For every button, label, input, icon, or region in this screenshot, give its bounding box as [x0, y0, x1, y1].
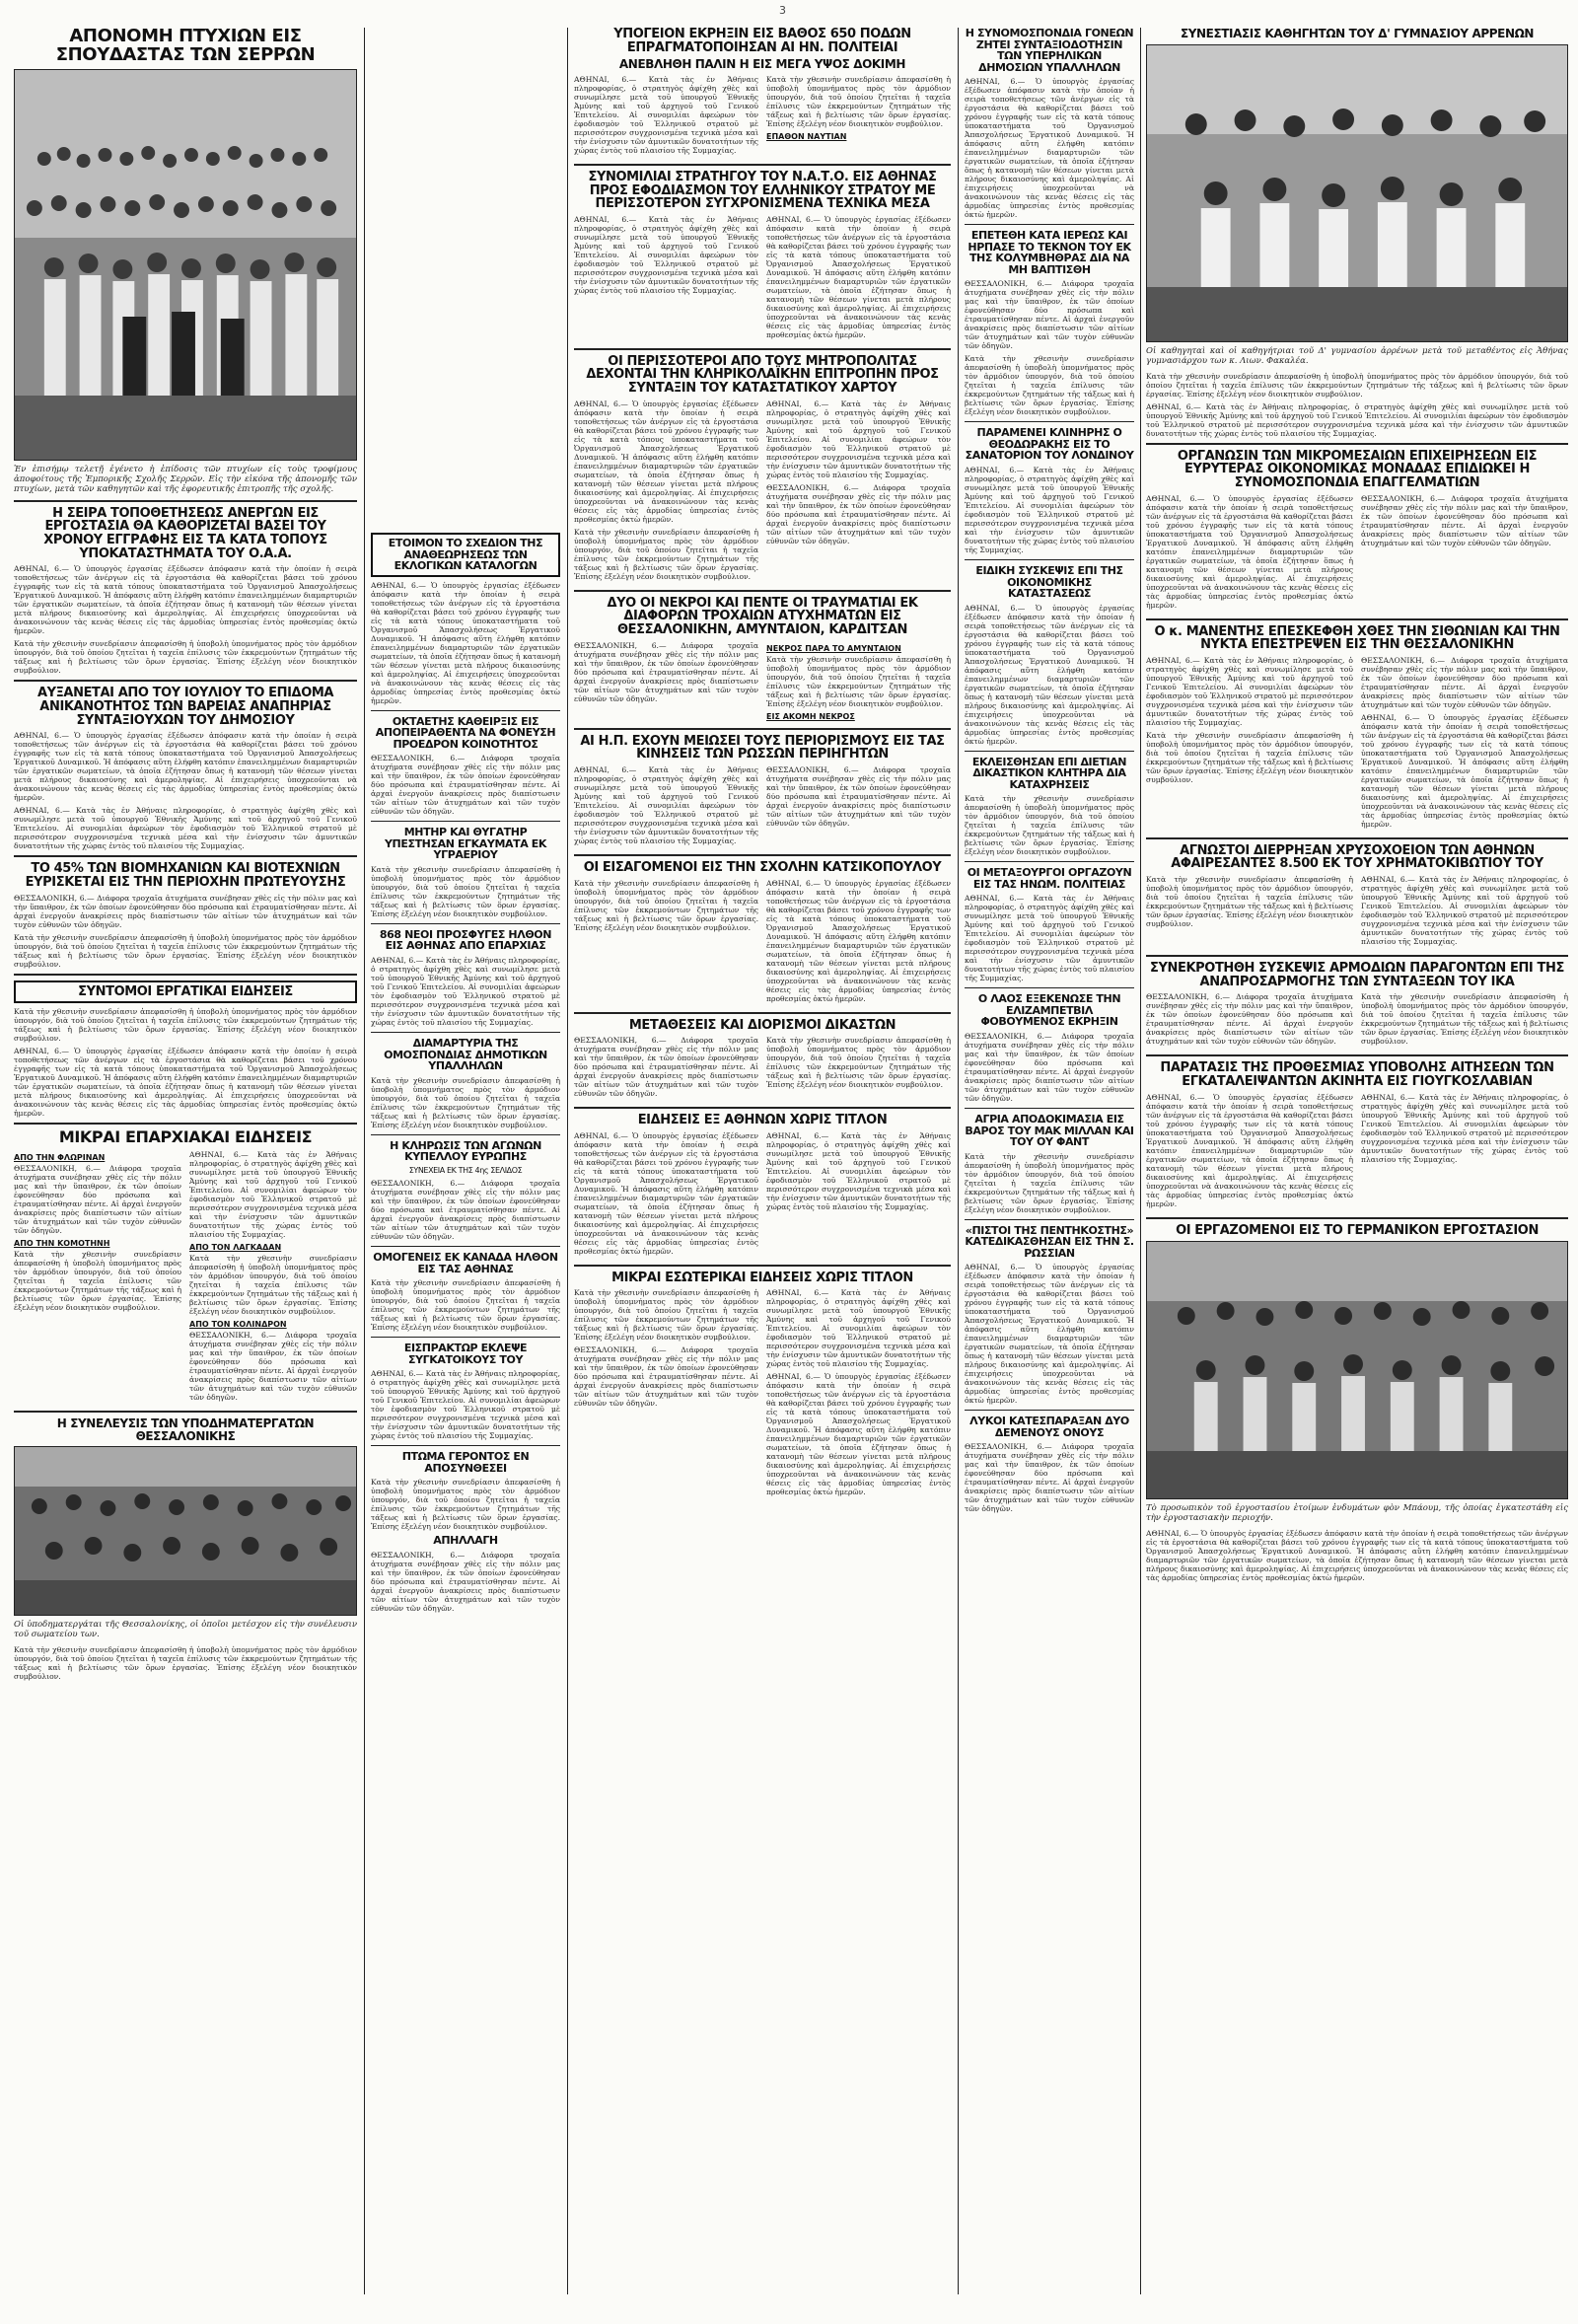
- headline-traffic-accidents: ΔΥΟ ΟΙ ΝΕΚΡΟΙ ΚΑΙ ΠΕΝΤΕ ΟΙ ΤΡΑΥΜΑΤΙΑΙ ΕΚ ΔΙΑΦΟΡΩΝ ΤΡΟΧΑΙΩΝ ΑΤΥΧΗΜΑΤΩΝ ΕΙΣ ΘΕΣΣΑΛΟΝΙΚΗΝ, ΑΜΥΝΤΑΙΟΝ, ΚΑΡΔΙΤΣΑΝ: [607, 595, 918, 637]
- divider: [14, 500, 357, 502]
- article-text: ΑΘΗΝΑΙ, 6.— Ὁ ὑπουργὸς ἐργασίας ἐξέδωσεν ἀπόφασιν κατὰ τὴν ὁποίαν ἡ σειρὰ τοποθετήσεως τῶν ἀνέργων εἰς τὰ ἐργοστάσια θὰ καθορίζεται βάσει τοῦ χρόνου ἐγγραφῆς των εἰς τὰ κατὰ τόπους ὑποκαταστήματα τοῦ Ὀργανισμοῦ Ἀπασχολήσεως Ἐργατικοῦ Δυναμικοῦ. Ἡ ἀπόφασις αὕτη ἐλήφθη κατόπιν ἐπανειλημμένων διαμαρτυριῶν τῶν ἐργατικῶν σωματείων, τὰ ὁποῖα ἐζήτησαν ὅπως ἡ κατανομὴ τῶν θέσεων γίνεται μετὰ πλήρους δικαιοσύνης καὶ ἀμεροληψίας. Αἱ ἐπιχειρήσεις ὑποχρεοῦνται νὰ ἀνακοινώνουν τὰς κενὰς θέσεις εἰς τὰς ἁρμοδίας ὑπηρεσίας ἐντὸς προθεσμίας ὀκτὼ ἡμερῶν.: [766, 878, 951, 1003]
- article-text: ΑΘΗΝΑΙ, 6.— Κατὰ τὰς ἐν Ἀθήναις πληροφορίας, ὁ στρατηγὸς ἀφίχθη χθὲς καὶ συνωμίλησε μετὰ τοῦ ὑπουργοῦ Ἐθνικῆς Ἀμύνης καὶ τοῦ ἀρχηγοῦ τοῦ Γενικοῦ Ἐπιτελείου. Αἱ συνομιλίαι ἀφεώρων τὸν ἐφοδιασμὸν τοῦ Ἑλληνικοῦ στρατοῦ μὲ περισσότερον συγχρονισμένα τεχνικὰ μέσα καὶ τὴν ἐνίσχυσιν τῶν ἀμυντικῶν δυνατοτήτων τῆς χώρας ἐντὸς τοῦ πλαισίου τῆς Συμμαχίας.: [1146, 401, 1568, 438]
- divider: [574, 348, 951, 350]
- subheadline-test-postponed: ΑΝΕΒΛΗΘΗ ΠΑΛΙΝ Η ΕΙΣ ΜΕΓΑ ΥΨΟΣ ΔΟΚΙΜΗ: [618, 57, 906, 72]
- article-text: ΑΘΗΝΑΙ, 6.— Κατὰ τὰς ἐν Ἀθήναις πληροφορίας, ὁ στρατηγὸς ἀφίχθη χθὲς καὶ συνωμίλησε μετὰ τοῦ ὑπουργοῦ Ἐθνικῆς Ἀμύνης καὶ τοῦ ἀρχηγοῦ τοῦ Γενικοῦ Ἐπιτελείου. Αἱ συνομιλίαι ἀφεώρων τὸν ἐφοδιασμὸν τοῦ Ἑλληνικοῦ στρατοῦ μὲ περισσότερον συγχρονισμένα τεχνικὰ μέσα καὶ τὴν ἐνίσχυσιν τῶν ἀμυντικῶν δυνατοτήτων τῆς χώρας ἐντὸς τοῦ πλαισίου τῆς Συμμαχίας.: [14, 806, 357, 851]
- headline-electoral-lists: ΕΤΟΙΜΟΝ ΤΟ ΣΧΕΔΙΟΝ ΤΗΣ ΑΝΑΘΕΩΡΗΣΕΩΣ ΤΩΝ ΕΚΛΟΓΙΚΩΝ ΚΑΤΑΛΟΓΩΝ: [371, 533, 560, 577]
- article-text: Κατὰ τὴν χθεσινὴν συνεδρίασιν ἀπεφασίσθη ἡ ὑποβολὴ ὑπομνήματος πρὸς τὸν ἁρμόδιον ὑπουργόν, διὰ τοῦ ὁποίου ζητεῖται ἡ ταχεῖα ἐπίλυσις τῶν ἐκκρεμούντων ζητημάτων τῆς τάξεως καὶ ἡ βελτίωσις τῶν ὅρων ἐργασίας. Ἐπίσης ἐξελέγη νέον διοικητικὸν συμβούλιον.: [574, 878, 758, 932]
- teachers-photo-image: [1147, 45, 1567, 341]
- headline-priest-attack: ΕΠΕΤΕΘΗ ΚΑΤΑ ΙΕΡΕΩΣ ΚΑΙ ΗΡΠΑΣΕ ΤΟ ΤΕΚΝΟΝ ΤΟΥ ΕΚ ΤΗΣ ΚΟΛΥΜΒΗΘΡΑΣ ΔΙΑ ΝΑ ΜΗ ΒΑΠΤΙΣΘΗ: [968, 229, 1131, 276]
- photo-graduates: [14, 69, 357, 461]
- headline-provincial-news: ΜΙΚΡΑΙ ΕΠΑΡΧΙΑΚΑΙ ΕΙΔΗΣΕΙΣ: [58, 1127, 313, 1147]
- article-text: Κατὰ τὴν χθεσινὴν συνεδρίασιν ἀπεφασίσθη ἡ ὑποβολὴ ὑπομνήματος πρὸς τὸν ἁρμόδιον ὑπουργόν, διὰ τοῦ ὁποίου ζητεῖται ἡ ταχεῖα ἐπίλυσις τῶν ἐκκρεμούντων ζητημάτων τῆς τάξεως καὶ ἡ βελτίωσις τῶν ὅρων ἐργασίας. Ἐπίσης ἐξελέγη νέον διοικητικὸν συμβούλιον.: [965, 1151, 1134, 1214]
- article-text: Κατὰ τὴν χθεσινὴν συνεδρίασιν ἀπεφασίσθη ἡ ὑποβολὴ ὑπομνήματος πρὸς τὸν ἁρμόδιον ὑπουργόν, διὰ τοῦ ὁποίου ζητεῖται ἡ ταχεῖα ἐπίλυσις τῶν ἐκκρεμούντων ζητημάτων τῆς τάξεως καὶ ἡ βελτίωσις τῶν ὅρων ἐργασίας. Ἐπίσης ἐξελέγη νέον διοικητικὸν συμβούλιον.: [14, 1007, 357, 1044]
- two-column-text: [1146, 494, 1568, 614]
- headline-eight-year-sentence: ΟΚΤΑΕΤΗΣ ΚΑΘΕΙΡΞΙΣ ΕΙΣ ΑΠΟΠΕΙΡΑΘΕΝΤΑ ΝΑ ΦΟΝΕΥΣΗ ΠΡΟΕΔΡΟΝ ΚΟΙΝΟΤΗΤΟΣ: [375, 714, 556, 751]
- divider: [1146, 618, 1568, 620]
- headline-collector-theft: ΕΙΣΠΡΑΚΤΩΡ ΕΚΛΕΨΕ ΣΥΓΚΑΤΟΙΚΟΥΣ ΤΟΥ: [403, 1342, 528, 1366]
- divider: [574, 1265, 951, 1267]
- headline-unemployed-placement: Η ΣΕΙΡΑ ΤΟΠΟΘΕΤΗΣΕΩΣ ΑΝΕΡΓΩΝ ΕΙΣ ΕΡΓΟΣΤΑΣΙΑ ΘΑ ΚΑΘΟΡΙΖΕΤΑΙ ΒΑΣΕΙ ΤΟΥ ΧΡΟΝΟΥ ΕΓΓΡΑΦΗΣ ΕΙΣ ΤΑ ΚΑΤΑ ΤΟΠΟΥΣ ΥΠΟΚΑΤΑΣΤΗΜΑΤΑ ΤΟΥ Ο.Α.Α.: [43, 505, 327, 561]
- divider: [574, 590, 951, 592]
- headline-jewelry-burglary: ΑΓΝΩΣΤΟΙ ΔΙΕΡΡΗΞΑΝ ΧΡΥΣΟΧΟΕΙΟΝ ΤΩΝ ΑΘΗΝΩΝ ΑΦΑΙΡΕΣΑΝΤΕΣ 8.500 ΕΚ ΤΟΥ ΧΡΗΜΑΤΟΚΙΒΩΤΙΟΥ ΤΟΥ: [1171, 842, 1543, 872]
- article-text: Κατὰ τὴν χθεσινὴν συνεδρίασιν ἀπεφασίσθη ἡ ὑποβολὴ ὑπομνήματος πρὸς τὸν ἁρμόδιον ὑπουργόν, διὰ τοῦ ὁποίου ζητεῖται ἡ ταχεῖα ἐπίλυσις τῶν ἐκκρεμούντων ζητημάτων τῆς τάξεως καὶ ἡ βελτίωσις τῶν ὅρων ἐργασίας. Ἐπίσης ἐξελέγη νέον διοικητικὸν συμβούλιον.: [371, 1478, 560, 1532]
- two-column-text: [574, 879, 951, 1007]
- article-text: ΑΘΗΝΑΙ, 6.— Ὁ ὑπουργὸς ἐργασίας ἐξέδωσεν ἀπόφασιν κατὰ τὴν ὁποίαν ἡ σειρὰ τοποθετήσεως τῶν ἀνέργων εἰς τὰ ἐργοστάσια θὰ καθορίζεται βάσει τοῦ χρόνου ἐγγραφῆς των εἰς τὰ κατὰ τόπους ὑποκαταστήματα τοῦ Ὀργανισμοῦ Ἀπασχολήσεως Ἐργατικοῦ Δυναμικοῦ. Ἡ ἀπόφασις αὕτη ἐλήφθη κατόπιν ἐπανειλημμένων διαμαρτυριῶν τῶν ἐργατικῶν σωματείων, τὰ ὁποῖα ἐζήτησαν ὅπως ἡ κατανομὴ τῶν θέσεων γίνεται μετὰ πλήρους δικαιοσύνης καὶ ἀμεροληψίας. Αἱ ἐπιχειρήσεις ὑποχρεοῦνται νὰ ἀνακοινώνουν τὰς κενὰς θέσεις εἰς τὰς ἁρμοδίας ὑπηρεσίας ἐντὸς προθεσμίας ὀκτὼ ἡμερῶν.: [14, 564, 357, 636]
- article-text: ΘΕΣΣΑΛΟΝΙΚΗ, 6.— Διάφορα τροχαῖα ἀτυχήματα συνέβησαν χθὲς εἰς τὴν πόλιν μας καὶ τὴν ὕπαιθρον, ἐκ τῶν ὁποίων ἐφονεύθησαν δύο πρόσωπα καὶ ἐτραυματίσθησαν πέντε. Αἱ ἀρχαὶ ἐνεργοῦν ἀνακρίσεις πρὸς διαπίστωσιν τῶν αἰτίων τῶν ἀτυχημάτων καὶ τῶν τυχὸν εὐθυνῶν τῶν ὁδηγῶν.: [965, 1032, 1134, 1104]
- continued-note: ΣΥΝΕΧΕΙΑ ΕΚ ΤΗΣ 4ης ΣΕΛΙΔΟΣ: [408, 1165, 523, 1175]
- column-5: [1146, 28, 1568, 2294]
- column-rule: [364, 28, 365, 2294]
- subhead-nausea: ΕΠΑΘΟΝ ΝΑΥΤΙΑΝ: [766, 131, 847, 141]
- headline-small-business: ΟΡΓΑΝΩΣΙΝ ΤΩΝ ΜΙΚΡΟΜΕΣΑΙΩΝ ΕΠΙΧΕΙΡΗΣΕΩΝ ΕΙΣ ΕΥΡΥΤΕΡΑΣ ΟΙΚΟΝΟΜΙΚΑΣ ΜΟΝΑΔΑΣ ΕΠΙΔΙΩΚΕΙ Η ΣΥΝΟΜΟΣΠΟΝΔΙΑ ΕΠΑΓΓΕΛΜΑΤΙΩΝ: [1177, 448, 1538, 490]
- article-text: ΘΕΣΣΑΛΟΝΙΚΗ, 6.— Διάφορα τροχαῖα ἀτυχήματα συνέβησαν χθὲς εἰς τὴν πόλιν μας καὶ τὴν ὕπαιθρον, ἐκ τῶν ὁποίων ἐφονεύθησαν δύο πρόσωπα καὶ ἐτραυματίσθησαν πέντε. Αἱ ἀρχαὶ ἐνεργοῦν ἀνακρίσεις πρὸς διαπίστωσιν τῶν αἰτίων τῶν ἀτυχημάτων καὶ τῶν τυχὸν εὐθυνῶν τῶν ὁδηγῶν.: [14, 893, 357, 929]
- article-text: ΘΕΣΣΑΛΟΝΙΚΗ, 6.— Διάφορα τροχαῖα ἀτυχήματα συνέβησαν χθὲς εἰς τὴν πόλιν μας καὶ τὴν ὕπαιθρον, ἐκ τῶν ὁποίων ἐφονεύθησαν δύο πρόσωπα καὶ ἐτραυματίσθησαν πέντε. Αἱ ἀρχαὶ ἐνεργοῦν ἀνακρίσεις πρὸς διαπίστωσιν τῶν αἰτίων τῶν ἀτυχημάτων καὶ τῶν τυχὸν εὐθυνῶν τῶν ὁδηγῶν.: [1361, 655, 1568, 709]
- article-text: ΑΘΗΝΑΙ, 6.— Κατὰ τὰς ἐν Ἀθήναις πληροφορίας, ὁ στρατηγὸς ἀφίχθη χθὲς καὶ συνωμίλησε μετὰ τοῦ ὑπουργοῦ Ἐθνικῆς Ἀμύνης καὶ τοῦ ἀρχηγοῦ τοῦ Γενικοῦ Ἐπιτελείου. Αἱ συνομιλίαι ἀφεώρων τὸν ἐφοδιασμὸν τοῦ Ἑλληνικοῦ στρατοῦ μὲ περισσότερον συγχρονισμένα τεχνικὰ μέσα καὶ τὴν ἐνίσχυσιν τῶν ἀμυντικῶν δυνατοτήτων τῆς χώρας ἐντὸς τοῦ πλαισίου τῆς Συμμαχίας.: [965, 894, 1134, 983]
- divider: [371, 710, 560, 711]
- page-number: 3: [779, 4, 786, 17]
- article-text: ΑΘΗΝΑΙ, 6.— Κατὰ τὰς ἐν Ἀθήναις πληροφορίας, ὁ στρατηγὸς ἀφίχθη χθὲς καὶ συνωμίλησε μετὰ τοῦ ὑπουργοῦ Ἐθνικῆς Ἀμύνης καὶ τοῦ ἀρχηγοῦ τοῦ Γενικοῦ Ἐπιτελείου. Αἱ συνομιλίαι ἀφεώρων τὸν ἐφοδιασμὸν τοῦ Ἑλληνικοῦ στρατοῦ μὲ περισσότερον συγχρονισμένα τεχνικὰ μέσα καὶ τὴν ἐνίσχυσιν τῶν ἀμυντικῶν δυνατοτήτων τῆς χώρας ἐντὸς τοῦ πλαισίου τῆς Συμμαχίας.: [965, 466, 1134, 555]
- article-text: ΑΘΗΝΑΙ, 6.— Ὁ ὑπουργὸς ἐργασίας ἐξέδωσεν ἀπόφασιν κατὰ τὴν ὁποίαν ἡ σειρὰ τοποθετήσεως τῶν ἀνέργων εἰς τὰ ἐργοστάσια θὰ καθορίζεται βάσει τοῦ χρόνου ἐγγραφῆς των εἰς τὰ κατὰ τόπους ὑποκαταστήματα τοῦ Ὀργανισμοῦ Ἀπασχολήσεως Ἐργατικοῦ Δυναμικοῦ. Ἡ ἀπόφασις αὕτη ἐλήφθη κατόπιν ἐπανειλημμένων διαμαρτυριῶν τῶν ἐργατικῶν σωματείων, τὰ ὁποῖα ἐζήτησαν ὅπως ἡ κατανομὴ τῶν θέσεων γίνεται μετὰ πλήρους δικαιοσύνης καὶ ἀμεροληψίας. Αἱ ἐπιχειρήσεις ὑποχρεοῦνται νὰ ἀνακοινώνουν τὰς κενὰς θέσεις εἰς τὰς ἁρμοδίας ὑπηρεσίας ἐντὸς προθεσμίας ὀκτὼ ἡμερῶν.: [574, 399, 758, 524]
- article-text: ΘΕΣΣΑΛΟΝΙΚΗ, 6.— Διάφορα τροχαῖα ἀτυχήματα συνέβησαν χθὲς εἰς τὴν πόλιν μας καὶ τὴν ὕπαιθρον, ἐκ τῶν ὁποίων ἐφονεύθησαν δύο πρόσωπα καὶ ἐτραυματίσθησαν πέντε. Αἱ ἀρχαὶ ἐνεργοῦν ἀνακρίσεις πρὸς διαπίστωσιν τῶν αἰτίων τῶν ἀτυχημάτων καὶ τῶν τυχὸν εὐθυνῶν τῶν ὁδηγῶν.: [189, 1330, 357, 1402]
- article-text: ΘΕΣΣΑΛΟΝΙΚΗ, 6.— Διάφορα τροχαῖα ἀτυχήματα συνέβησαν χθὲς εἰς τὴν πόλιν μας καὶ τὴν ὕπαιθρον, ἐκ τῶν ὁποίων ἐφονεύθησαν δύο πρόσωπα καὶ ἐτραυματίσθησαν πέντε. Αἱ ἀρχαὶ ἐνεργοῦν ἀνακρίσεις πρὸς διαπίστωσιν τῶν αἰτίων τῶν ἀτυχημάτων καὶ τῶν τυχὸν εὐθυνῶν τῶν ὁδηγῶν.: [574, 1345, 758, 1409]
- article-text: ΑΘΗΝΑΙ, 6.— Ὁ ὑπουργὸς ἐργασίας ἐξέδωσεν ἀπόφασιν κατὰ τὴν ὁποίαν ἡ σειρὰ τοποθετήσεως τῶν ἀνέργων εἰς τὰ ἐργοστάσια θὰ καθορίζεται βάσει τοῦ χρόνου ἐγγραφῆς των εἰς τὰ κατὰ τόπους ὑποκαταστήματα τοῦ Ὀργανισμοῦ Ἀπασχολήσεως Ἐργατικοῦ Δυναμικοῦ. Ἡ ἀπόφασις αὕτη ἐλήφθη κατόπιν ἐπανειλημμένων διαμαρτυριῶν τῶν ἐργατικῶν σωματείων, τὰ ὁποῖα ἐζήτησαν ὅπως ἡ κατανομὴ τῶν θέσεων γίνεται μετὰ πλήρους δικαιοσύνης καὶ ἀμεροληψίας. Αἱ ἐπιχειρήσεις ὑποχρεοῦνται νὰ ἀνακοινώνουν τὰς κενὰς θέσεις εἰς τὰς ἁρμοδίας ὑπηρεσίας ἐντὸς προθεσμίας ὀκτὼ ἡμερῶν.: [574, 1130, 758, 1256]
- photo-caption: Τὸ προσωπικὸν τοῦ ἐργοστασίου ἑτοίμων ἐνδυμάτων φὸν Μπάουμ, τῆς ὁποίας ἐγκατεστάθη εἰς τὴν ἐργοστασιακὴν περιοχήν.: [1146, 1503, 1568, 1524]
- headline-labor-news: ΣΥΝΤΟΜΟΙ ΕΡΓΑΤΙΚΑΙ ΕΙΔΗΣΕΙΣ: [14, 980, 357, 1004]
- headline-wolves-donkeys: ΛΥΚΟΙ ΚΑΤΕΣΠΑΡΑΞΑΝ ΔΥΟ ΔΕΜΕΝΟΥΣ ΟΝΟΥΣ: [969, 1415, 1129, 1439]
- divider: [14, 1123, 357, 1125]
- divider: [574, 854, 951, 856]
- divider: [965, 751, 1134, 752]
- article-text: ΘΕΣΣΑΛΟΝΙΚΗ, 6.— Διάφορα τροχαῖα ἀτυχήματα συνέβησαν χθὲς εἰς τὴν πόλιν μας καὶ τὴν ὕπαιθρον, ἐκ τῶν ὁποίων ἐφονεύθησαν δύο πρόσωπα καὶ ἐτραυματίσθησαν πέντε. Αἱ ἀρχαὶ ἐνεργοῦν ἀνακρίσεις πρὸς διαπίστωσιν τῶν αἰτίων τῶν ἀτυχημάτων καὶ τῶν τυχὸν εὐθυνῶν τῶν ὁδηγῶν.: [574, 640, 758, 703]
- headline-868-refugees: 868 ΝΕΟΙ ΠΡΟΣΦΥΓΕΣ ΗΛΘΟΝ ΕΙΣ ΑΘΗΝΑΣ ΑΠΟ ΕΠΑΡΧΙΑΣ: [379, 927, 552, 953]
- divider: [1146, 837, 1568, 839]
- headline-nato-general: ΣΥΝΟΜΙΛΙΑΙ ΣΤΡΑΤΗΓΟΥ ΤΟΥ Ν.Α.Τ.Ο. ΕΙΣ ΑΘΗΝΑΣ ΠΡΟΣ ΕΦΟΔΙΑΣΜΟΝ ΤΟΥ ΕΛΛΗΝΙΚΟΥ ΣΤΡΑΤΟΥ ΜΕ ΠΕΡΙΣΣΟΤΕΡΟΝ ΣΥΓΧΡΟΝΙΣΜΕΝΑ ΤΕΧΝΙΚΑ ΜΕΣΑ: [588, 169, 937, 212]
- article-text: ΑΘΗΝΑΙ, 6.— Κατὰ τὰς ἐν Ἀθήναις πληροφορίας, ὁ στρατηγὸς ἀφίχθη χθὲς καὶ συνωμίλησε μετὰ τοῦ ὑπουργοῦ Ἐθνικῆς Ἀμύνης καὶ τοῦ ἀρχηγοῦ τοῦ Γενικοῦ Ἐπιτελείου. Αἱ συνομιλίαι ἀφεώρων τὸν ἐφοδιασμὸν τοῦ Ἑλληνικοῦ στρατοῦ μὲ περισσότερον συγχρονισμένα τεχνικὰ μέσα καὶ τὴν ἐνίσχυσιν τῶν ἀμυντικῶν δυνατοτήτων τῆς χώρας ἐντὸς τοῦ πλαισίου τῆς Συμμαχίας.: [371, 1369, 560, 1441]
- article-text: ΑΘΗΝΑΙ, 6.— Κατὰ τὰς ἐν Ἀθήναις πληροφορίας, ὁ στρατηγὸς ἀφίχθη χθὲς καὶ συνωμίλησε μετὰ τοῦ ὑπουργοῦ Ἐθνικῆς Ἀμύνης καὶ τοῦ ἀρχηγοῦ τοῦ Γενικοῦ Ἐπιτελείου. Αἱ συνομιλίαι ἀφεώρων τὸν ἐφοδιασμὸν τοῦ Ἑλληνικοῦ στρατοῦ μὲ περισσότερον συγχρονισμένα τεχνικὰ μέσα καὶ τὴν ἐνίσχυσιν τῶν ἀμυντικῶν δυνατοτήτων τῆς χώρας ἐντὸς τοῦ πλαισίου τῆς Συμμαχίας.: [574, 214, 758, 295]
- article-text: Κατὰ τὴν χθεσινὴν συνεδρίασιν ἀπεφασίσθη ἡ ὑποβολὴ ὑπομνήματος πρὸς τὸν ἁρμόδιον ὑπουργόν, διὰ τοῦ ὁποίου ζητεῖται ἡ ταχεῖα ἐπίλυσις τῶν ἐκκρεμούντων ζητημάτων τῆς τάξεως καὶ ἡ βελτίωσις τῶν ὅρων ἐργασίας. Ἐπίσης ἐξελέγη νέον διοικητικὸν συμβούλιον.: [14, 932, 357, 969]
- two-column-text: [1146, 656, 1568, 833]
- two-column-text: [574, 215, 951, 343]
- headline-shoemakers-meeting: Η ΣΥΝΕΛΕΥΣΙΣ ΤΩΝ ΥΠΟΔΗΜΑΤΕΡΓΑΤΩΝ ΘΕΣΣΑΛΟΝΙΚΗΣ: [56, 1416, 315, 1443]
- article-text: ΘΕΣΣΑΛΟΝΙΚΗ, 6.— Διάφορα τροχαῖα ἀτυχήματα συνέβησαν χθὲς εἰς τὴν πόλιν μας καὶ τὴν ὕπαιθρον, ἐκ τῶν ὁποίων ἐφονεύθησαν δύο πρόσωπα καὶ ἐτραυματίσθησαν πέντε. Αἱ ἀρχαὶ ἐνεργοῦν ἀνακρίσεις πρὸς διαπίστωσιν τῶν αἰτίων τῶν ἀτυχημάτων καὶ τῶν τυχὸν εὐθυνῶν τῶν ὁδηγῶν.: [766, 764, 951, 828]
- article-text: Κατὰ τὴν χθεσινὴν συνεδρίασιν ἀπεφασίσθη ἡ ὑποβολὴ ὑπομνήματος πρὸς τὸν ἁρμόδιον ὑπουργόν, διὰ τοῦ ὁποίου ζητεῖται ἡ ταχεῖα ἐπίλυσις τῶν ἐκκρεμούντων ζητημάτων τῆς τάξεως καὶ ἡ βελτίωσις τῶν ὅρων ἐργασίας. Ἐπίσης ἐξελέγη νέον διοικητικὸν συμβούλιον.: [766, 1036, 951, 1090]
- article-text: ΑΘΗΝΑΙ, 6.— Κατὰ τὰς ἐν Ἀθήναις πληροφορίας, ὁ στρατηγὸς ἀφίχθη χθὲς καὶ συνωμίλησε μετὰ τοῦ ὑπουργοῦ Ἐθνικῆς Ἀμύνης καὶ τοῦ ἀρχηγοῦ τοῦ Γενικοῦ Ἐπιτελείου. Αἱ συνομιλίαι ἀφεώρων τὸν ἐφοδιασμὸν τοῦ Ἑλληνικοῦ στρατοῦ μὲ περισσότερον συγχρονισμένα τεχνικὰ μέσα καὶ τὴν ἐνίσχυσιν τῶν ἀμυντικῶν δυνατοτήτων τῆς χώρας ἐντὸς τοῦ πλαισίου τῆς Συμμαχίας.: [1146, 655, 1353, 727]
- photo-caption: Οἱ καθηγηταὶ καὶ οἱ καθηγήτριαι τοῦ Δ' γυμνασίου ἀρρένων μετὰ τοῦ μεταθέντος εἰς Ἀθήνας γυμνασιάρχου των κ. Λιων. Φακαλέα.: [1146, 345, 1568, 366]
- two-column-text: [574, 765, 951, 849]
- article-text: ΑΘΗΝΑΙ, 6.— Κατὰ τὰς ἐν Ἀθήναις πληροφορίας, ὁ στρατηγὸς ἀφίχθη χθὲς καὶ συνωμίλησε μετὰ τοῦ ὑπουργοῦ Ἐθνικῆς Ἀμύνης καὶ τοῦ ἀρχηγοῦ τοῦ Γενικοῦ Ἐπιτελείου. Αἱ συνομιλίαι ἀφεώρων τὸν ἐφοδιασμὸν τοῦ Ἑλληνικοῦ στρατοῦ μὲ περισσότερον συγχρονισμένα τεχνικὰ μέσα καὶ τὴν ἐνίσχυσιν τῶν ἀμυντικῶν δυνατοτήτων τῆς χώρας ἐντὸς τοῦ πλαισίου τῆς Συμμαχίας.: [766, 1288, 951, 1369]
- headline-released: ΑΠΗΛΛΑΓΗ: [433, 1534, 498, 1548]
- divider: [14, 680, 357, 682]
- article-text: Κατὰ τὴν χθεσινὴν συνεδρίασιν ἀπεφασίσθη ἡ ὑποβολὴ ὑπομνήματος πρὸς τὸν ἁρμόδιον ὑπουργόν, διὰ τοῦ ὁποίου ζητεῖται ἡ ταχεῖα ἐπίλυσις τῶν ἐκκρεμούντων ζητημάτων τῆς τάξεως καὶ ἡ βελτίωσις τῶν ὅρων ἐργασίας. Ἐπίσης ἐξελέγη νέον διοικητικὸν συμβούλιον.: [371, 1278, 560, 1333]
- article-text: Κατὰ τὴν χθεσινὴν συνεδρίασιν ἀπεφασίσθη ἡ ὑποβολὴ ὑπομνήματος πρὸς τὸν ἁρμόδιον ὑπουργόν, διὰ τοῦ ὁποίου ζητεῖται ἡ ταχεῖα ἐπίλυσις τῶν ἐκκρεμούντων ζητημάτων τῆς τάξεως καὶ ἡ βελτίωσις τῶν ὅρων ἐργασίας. Ἐπίσης ἐξελέγη νέον διοικητικὸν συμβούλιον.: [965, 354, 1134, 417]
- column-rule: [1140, 28, 1141, 2294]
- column-2: [371, 533, 560, 2294]
- column-rule: [958, 28, 959, 2294]
- article-text: Κατὰ τὴν χθεσινὴν συνεδρίασιν ἀπεφασίσθη ἡ ὑποβολὴ ὑπομνήματος πρὸς τὸν ἁρμόδιον ὑπουργόν, διὰ τοῦ ὁποίου ζητεῖται ἡ ταχεῖα ἐπίλυσις τῶν ἐκκρεμούντων ζητημάτων τῆς τάξεως καὶ ἡ βελτίωσις τῶν ὅρων ἐργασίας. Ἐπίσης ἐξελέγη νέον διοικητικὸν συμβούλιον.: [965, 794, 1134, 857]
- two-column-text: [1146, 992, 1568, 1050]
- article-text: Κατὰ τὴν χθεσινὴν συνεδρίασιν ἀπεφασίσθη ἡ ὑποβολὴ ὑπομνήματος πρὸς τὸν ἁρμόδιον ὑπουργόν, διὰ τοῦ ὁποίου ζητεῖται ἡ ταχεῖα ἐπίλυσις τῶν ἐκκρεμούντων ζητημάτων τῆς τάξεως καὶ ἡ βελτίωσις τῶν ὅρων ἐργασίας. Ἐπίσης ἐξελέγη νέον διοικητικὸν συμβούλιον.: [14, 1645, 357, 1682]
- two-column-text: [574, 75, 951, 159]
- headline-teachers-dinner: ΣΥΝΕΣΤΙΑΣΙΣ ΚΑΘΗΓΗΤΩΝ ΤΟΥ Δ' ΓΥΜΝΑΣΙΟΥ ΑΡΡΕΝΩΝ: [1180, 28, 1535, 40]
- article-text: ΑΘΗΝΑΙ, 6.— Ὁ ὑπουργὸς ἐργασίας ἐξέδωσεν ἀπόφασιν κατὰ τὴν ὁποίαν ἡ σειρὰ τοποθετήσεως τῶν ἀνέργων εἰς τὰ ἐργοστάσια θὰ καθορίζεται βάσει τοῦ χρόνου ἐγγραφῆς των εἰς τὰ κατὰ τόπους ὑποκαταστήματα τοῦ Ὀργανισμοῦ Ἀπασχολήσεως Ἐργατικοῦ Δυναμικοῦ. Ἡ ἀπόφασις αὕτη ἐλήφθη κατόπιν ἐπανειλημμένων διαμαρτυριῶν τῶν ἐργατικῶν σωματείων, τὰ ὁποῖα ἐζήτησαν ὅπως ἡ κατανομὴ τῶν θέσεων γίνεται μετὰ πλήρους δικαιοσύνης καὶ ἀμεροληψίας. Αἱ ἐπιχειρήσεις ὑποχρεοῦνται νὰ ἀνακοινώνουν τὰς κενὰς θέσεις εἰς τὰς ἁρμοδίας ὑπηρεσίας ἐντὸς προθεσμίας ὀκτὼ ἡμερῶν.: [1146, 1529, 1568, 1583]
- two-column-text: [574, 1131, 951, 1260]
- column-3: [574, 28, 951, 2294]
- article-text: ΑΘΗΝΑΙ, 6.— Κατὰ τὰς ἐν Ἀθήναις πληροφορίας, ὁ στρατηγὸς ἀφίχθη χθὲς καὶ συνωμίλησε μετὰ τοῦ ὑπουργοῦ Ἐθνικῆς Ἀμύνης καὶ τοῦ ἀρχηγοῦ τοῦ Γενικοῦ Ἐπιτελείου. Αἱ συνομιλίαι ἀφεώρων τὸν ἐφοδιασμὸν τοῦ Ἑλληνικοῦ στρατοῦ μὲ περισσότερον συγχρονισμένα τεχνικὰ μέσα καὶ τὴν ἐνίσχυσιν τῶν ἀμυντικῶν δυνατοτήτων τῆς χώρας ἐντὸς τοῦ πλαισίου τῆς Συμμαχίας.: [574, 764, 758, 845]
- article-text: ΘΕΣΣΑΛΟΝΙΚΗ, 6.— Διάφορα τροχαῖα ἀτυχήματα συνέβησαν χθὲς εἰς τὴν πόλιν μας καὶ τὴν ὕπαιθρον, ἐκ τῶν ὁποίων ἐφονεύθησαν δύο πρόσωπα καὶ ἐτραυματίσθησαν πέντε. Αἱ ἀρχαὶ ἐνεργοῦν ἀνακρίσεις πρὸς διαπίστωσιν τῶν αἰτίων τῶν ἀτυχημάτων καὶ τῶν τυχὸν εὐθυνῶν τῶν ὁδηγῶν.: [766, 482, 951, 545]
- article-text: Κατὰ τὴν χθεσινὴν συνεδρίασιν ἀπεφασίσθη ἡ ὑποβολὴ ὑπομνήματος πρὸς τὸν ἁρμόδιον ὑπουργόν, διὰ τοῦ ὁποίου ζητεῖται ἡ ταχεῖα ἐπίλυσις τῶν ἐκκρεμούντων ζητημάτων τῆς τάξεως καὶ ἡ βελτίωσις τῶν ὅρων ἐργασίας. Ἐπίσης ἐξελέγη νέον διοικητικὸν συμβούλιον.: [766, 74, 951, 128]
- column-4: [965, 28, 1134, 2294]
- headline-court-bailiff: ΕΚΛΕΙΣΘΗΣΑΝ ΕΠΙ ΔΙΕΤΙΑΝ ΔΙΚΑΣΤΙΚΟΝ ΚΛΗΤΗΡΑ ΔΙΑ ΚΑΤΑΧΡΗΣΕΙΣ: [971, 755, 1127, 791]
- article-text: ΑΘΗΝΑΙ, 6.— Κατὰ τὰς ἐν Ἀθήναις πληροφορίας, ὁ στρατηγὸς ἀφίχθη χθὲς καὶ συνωμίλησε μετὰ τοῦ ὑπουργοῦ Ἐθνικῆς Ἀμύνης καὶ τοῦ ἀρχηγοῦ τοῦ Γενικοῦ Ἐπιτελείου. Αἱ συνομιλίαι ἀφεώρων τὸν ἐφοδιασμὸν τοῦ Ἑλληνικοῦ στρατοῦ μὲ περισσότερον συγχρονισμένα τεχνικὰ μέσα καὶ τὴν ἐνίσχυσιν τῶν ἀμυντικῶν δυνατοτήτων τῆς χώρας ἐντὸς τοῦ πλαισίου τῆς Συμμαχίας.: [189, 1149, 357, 1239]
- subhead-dead-amyntaio: ΝΕΚΡΟΣ ΠΑΡΑ ΤΟ ΑΜΥΝΤΑΙΟΝ: [766, 643, 901, 653]
- article-text: ΘΕΣΣΑΛΟΝΙΚΗ, 6.— Διάφορα τροχαῖα ἀτυχήματα συνέβησαν χθὲς εἰς τὴν πόλιν μας καὶ τὴν ὕπαιθρον, ἐκ τῶν ὁποίων ἐφονεύθησαν δύο πρόσωπα καὶ ἐτραυματίσθησαν πέντε. Αἱ ἀρχαὶ ἐνεργοῦν ἀνακρίσεις πρὸς διαπίστωσιν τῶν αἰτίων τῶν ἀτυχημάτων καὶ τῶν τυχὸν εὐθυνῶν τῶν ὁδηγῶν.: [371, 754, 560, 817]
- divider: [1146, 1217, 1568, 1219]
- divider: [965, 987, 1134, 988]
- article-text: ΑΘΗΝΑΙ, 6.— Κατὰ τὰς ἐν Ἀθήναις πληροφορίας, ὁ στρατηγὸς ἀφίχθη χθὲς καὶ συνωμίλησε μετὰ τοῦ ὑπουργοῦ Ἐθνικῆς Ἀμύνης καὶ τοῦ ἀρχηγοῦ τοῦ Γενικοῦ Ἐπιτελείου. Αἱ συνομιλίαι ἀφεώρων τὸν ἐφοδιασμὸν τοῦ Ἑλληνικοῦ στρατοῦ μὲ περισσότερον συγχρονισμένα τεχνικὰ μέσα καὶ τὴν ἐνίσχυσιν τῶν ἀμυντικῶν δυνατοτήτων τῆς χώρας ἐντὸς τοῦ πλαισίου τῆς Συμμαχίας.: [766, 1130, 951, 1211]
- divider: [965, 1219, 1134, 1220]
- headline-theodorakis: ΠΑΡΑΜΕΝΕΙ ΚΛΙΝΗΡΗΣ Ο ΘΕΟΔΩΡΑΚΗΣ ΕΙΣ ΤΟ ΣΑΝΑΤΟΡΙΟΝ ΤΟΥ ΛΟΝΔΙΝΟΥ: [965, 426, 1134, 463]
- article-text: ΑΘΗΝΑΙ, 6.— Κατὰ τὰς ἐν Ἀθήναις πληροφορίας, ὁ στρατηγὸς ἀφίχθη χθὲς καὶ συνωμίλησε μετὰ τοῦ ὑπουργοῦ Ἐθνικῆς Ἀμύνης καὶ τοῦ ἀρχηγοῦ τοῦ Γενικοῦ Ἐπιτελείου. Αἱ συνομιλίαι ἀφεώρων τὸν ἐφοδιασμὸν τοῦ Ἑλληνικοῦ στρατοῦ μὲ περισσότερον συγχρονισμένα τεχνικὰ μέσα καὶ τὴν ἐνίσχυσιν τῶν ἀμυντικῶν δυνατοτήτων τῆς χώρας ἐντὸς τοῦ πλαισίου τῆς Συμμαχίας.: [1361, 1092, 1568, 1164]
- article-text: ΑΘΗΝΑΙ, 6.— Ὁ ὑπουργὸς ἐργασίας ἐξέδωσεν ἀπόφασιν κατὰ τὴν ὁποίαν ἡ σειρὰ τοποθετήσεως τῶν ἀνέργων εἰς τὰ ἐργοστάσια θὰ καθορίζεται βάσει τοῦ χρόνου ἐγγραφῆς των εἰς τὰ κατὰ τόπους ὑποκαταστήματα τοῦ Ὀργανισμοῦ Ἀπασχολήσεως Ἐργατικοῦ Δυναμικοῦ. Ἡ ἀπόφασις αὕτη ἐλήφθη κατόπιν ἐπανειλημμένων διαμαρτυριῶν τῶν ἐργατικῶν σωματείων, τὰ ὁποῖα ἐζήτησαν ὅπως ἡ κατανομὴ τῶν θέσεων γίνεται μετὰ πλήρους δικαιοσύνης καὶ ἀμεροληψίας. Αἱ ἐπιχειρήσεις ὑποχρεοῦνται νὰ ἀνακοινώνουν τὰς κενὰς θέσεις εἰς τὰς ἁρμοδίας ὑπηρεσίας ἐντὸς προθεσμίας ὀκτὼ ἡμερῶν.: [1146, 493, 1353, 610]
- headline-steelworkers: ΟΙ ΜΕΤΑΞΟΥΡΓΟΙ ΟΡΓΑΖΟΥΝ ΕΙΣ ΤΑΣ ΗΝΩΜ. ΠΟΛΙΤΕΙΑΣ: [967, 866, 1132, 891]
- headline-european-cup-draw: Η ΚΛΗΡΩΣΙΣ ΤΩΝ ΑΓΩΝΩΝ ΚΥΠΕΛΛΟΥ ΕΥΡΩΠΗΣ: [390, 1138, 541, 1164]
- headline-parents-federation: Η ΣΥΝΟΜΟΣΠΟΝΔΙΑ ΓΟΝΕΩΝ ΖΗΤΕΙ ΣΥΝΤΑΞΙΟΔΟΤΗΣΙΝ ΤΩΝ ΥΠΕΡΗΛΙΚΩΝ ΔΗΜΟΣΙΩΝ ΥΠΑΛΛΗΛΩΝ: [965, 28, 1134, 74]
- subhead-one-more-dead: ΕΙΣ ΑΚΟΜΗ ΝΕΚΡΟΣ: [766, 711, 855, 721]
- divider: [371, 1134, 560, 1135]
- headline-us-russian-tourists: ΑΙ Η.Π. ΕΧΟΥΝ ΜΕΙΩΣΕΙ ΤΟΥΣ ΠΕΡΙΟΡΙΣΜΟΥΣ ΕΙΣ ΤΑΣ ΚΙΝΗΣΕΙΣ ΤΩΝ ΡΩΣΣΩΝ ΠΕΡΙΗΓΗΤΩΝ: [580, 733, 945, 763]
- headline-economic-meeting: ΕΙΔΙΚΗ ΣΥΣΚΕΨΙΣ ΕΠΙ ΤΗΣ ΟΙΚΟΝΟΜΙΚΗΣ ΚΑΤΑΣΤΑΣΕΩΣ: [975, 564, 1123, 601]
- article-text: ΑΘΗΝΑΙ, 6.— Ὁ ὑπουργὸς ἐργασίας ἐξέδωσεν ἀπόφασιν κατὰ τὴν ὁποίαν ἡ σειρὰ τοποθετήσεως τῶν ἀνέργων εἰς τὰ ἐργοστάσια θὰ καθορίζεται βάσει τοῦ χρόνου ἐγγραφῆς των εἰς τὰ κατὰ τόπους ὑποκαταστήματα τοῦ Ὀργανισμοῦ Ἀπασχολήσεως Ἐργατικοῦ Δυναμικοῦ. Ἡ ἀπόφασις αὕτη ἐλήφθη κατόπιν ἐπανειλημμένων διαμαρτυριῶν τῶν ἐργατικῶν σωματείων, τὰ ὁποῖα ἐζήτησαν ὅπως ἡ κατανομὴ τῶν θέσεων γίνεται μετὰ πλήρους δικαιοσύνης καὶ ἀμεροληψίας. Αἱ ἐπιχειρήσεις ὑποχρεοῦνται νὰ ἀνακοινώνουν τὰς κενὰς θέσεις εἰς τὰς ἁρμοδίας ὑπηρεσίας ἐντὸς προθεσμίας ὀκτὼ ἡμερῶν.: [965, 603, 1134, 746]
- two-column-text: [1146, 1093, 1568, 1212]
- two-column-text: [574, 399, 951, 585]
- divider: [14, 855, 357, 857]
- article-text: ΑΘΗΝΑΙ, 6.— Κατὰ τὰς ἐν Ἀθήναις πληροφορίας, ὁ στρατηγὸς ἀφίχθη χθὲς καὶ συνωμίλησε μετὰ τοῦ ὑπουργοῦ Ἐθνικῆς Ἀμύνης καὶ τοῦ ἀρχηγοῦ τοῦ Γενικοῦ Ἐπιτελείου. Αἱ συνομιλίαι ἀφεώρων τὸν ἐφοδιασμὸν τοῦ Ἑλληνικοῦ στρατοῦ μὲ περισσότερον συγχρονισμένα τεχνικὰ μέσα καὶ τὴν ἐνίσχυσιν τῶν ἀμυντικῶν δυνατοτήτων τῆς χώρας ἐντὸς τοῦ πλαισίου τῆς Συμμαχίας.: [574, 74, 758, 155]
- article-text: ΑΘΗΝΑΙ, 6.— Ὁ ὑπουργὸς ἐργασίας ἐξέδωσεν ἀπόφασιν κατὰ τὴν ὁποίαν ἡ σειρὰ τοποθετήσεως τῶν ἀνέργων εἰς τὰ ἐργοστάσια θὰ καθορίζεται βάσει τοῦ χρόνου ἐγγραφῆς των εἰς τὰ κατὰ τόπους ὑποκαταστήματα τοῦ Ὀργανισμοῦ Ἀπασχολήσεως Ἐργατικοῦ Δυναμικοῦ. Ἡ ἀπόφασις αὕτη ἐλήφθη κατόπιν ἐπανειλημμένων διαμαρτυριῶν τῶν ἐργατικῶν σωματείων, τὰ ὁποῖα ἐζήτησαν ὅπως ἡ κατανομὴ τῶν θέσεων γίνεται μετὰ πλήρους δικαιοσύνης καὶ ἀμεροληψίας. Αἱ ἐπιχειρήσεις ὑποχρεοῦνται νὰ ἀνακοινώνουν τὰς κενὰς θέσεις εἰς τὰς ἁρμοδίας ὑπηρεσίας ἐντὸς προθεσμίας ὀκτὼ ἡμερῶν.: [14, 1047, 357, 1119]
- subhead-lagkadas: ΑΠΟ ΤΟΝ ΛΑΓΚΑΔΑΝ: [189, 1242, 282, 1252]
- divider: [1146, 443, 1568, 445]
- divider: [371, 1337, 560, 1338]
- article-text: ΑΘΗΝΑΙ, 6.— Ὁ ὑπουργὸς ἐργασίας ἐξέδωσεν ἀπόφασιν κατὰ τὴν ὁποίαν ἡ σειρὰ τοποθετήσεως τῶν ἀνέργων εἰς τὰ ἐργοστάσια θὰ καθορίζεται βάσει τοῦ χρόνου ἐγγραφῆς των εἰς τὰ κατὰ τόπους ὑποκαταστήματα τοῦ Ὀργανισμοῦ Ἀπασχολήσεως Ἐργατικοῦ Δυναμικοῦ. Ἡ ἀπόφασις αὕτη ἐλήφθη κατόπιν ἐπανειλημμένων διαμαρτυριῶν τῶν ἐργατικῶν σωματείων, τὰ ὁποῖα ἐζήτησαν ὅπως ἡ κατανομὴ τῶν θέσεων γίνεται μετὰ πλήρους δικαιοσύνης καὶ ἀμεροληψίας. Αἱ ἐπιχειρήσεις ὑποχρεοῦνται νὰ ἀνακοινώνουν τὰς κενὰς θέσεις εἰς τὰς ἁρμοδίας ὑπηρεσίας ἐντὸς προθεσμίας ὀκτὼ ἡμερῶν.: [14, 731, 357, 803]
- article-text: ΑΘΗΝΑΙ, 6.— Ὁ ὑπουργὸς ἐργασίας ἐξέδωσεν ἀπόφασιν κατὰ τὴν ὁποίαν ἡ σειρὰ τοποθετήσεως τῶν ἀνέργων εἰς τὰ ἐργοστάσια θὰ καθορίζεται βάσει τοῦ χρόνου ἐγγραφῆς των εἰς τὰ κατὰ τόπους ὑποκαταστήματα τοῦ Ὀργανισμοῦ Ἀπασχολήσεως Ἐργατικοῦ Δυναμικοῦ. Ἡ ἀπόφασις αὕτη ἐλήφθη κατόπιν ἐπανειλημμένων διαμαρτυριῶν τῶν ἐργατικῶν σωματείων, τὰ ὁποῖα ἐζήτησαν ὅπως ἡ κατανομὴ τῶν θέσεων γίνεται μετὰ πλήρους δικαιοσύνης καὶ ἀμεροληψίας. Αἱ ἐπιχειρήσεις ὑποχρεοῦνται νὰ ἀνακοινώνουν τὰς κενὰς θέσεις εἰς τὰς ἁρμοδίας ὑπηρεσίας ἐντὸς προθεσμίας ὀκτὼ ἡμερῶν.: [766, 214, 951, 339]
- headline-judges-transfers: ΜΕΤΑΘΕΣΕΙΣ ΚΑΙ ΔΙΟΡΙΣΜΟΙ ΔΙΚΑΣΤΩΝ: [628, 1017, 897, 1033]
- headline-old-man-body: ΠΤΩΜΑ ΓΕΡΟΝΤΟΣ ΕΝ ΑΠΟΣΥΝΘΕΣΕΙ: [401, 1450, 530, 1475]
- graduates-photo-image: [15, 70, 356, 460]
- article-text: ΘΕΣΣΑΛΟΝΙΚΗ, 6.— Διάφορα τροχαῖα ἀτυχήματα συνέβησαν χθὲς εἰς τὴν πόλιν μας καὶ τὴν ὕπαιθρον, ἐκ τῶν ὁποίων ἐφονεύθησαν δύο πρόσωπα καὶ ἐτραυματίσθησαν πέντε. Αἱ ἀρχαὶ ἐνεργοῦν ἀνακρίσεις πρὸς διαπίστωσιν τῶν αἰτίων τῶν ἀτυχημάτων καὶ τῶν τυχὸν εὐθυνῶν τῶν ὁδηγῶν.: [371, 1179, 560, 1242]
- article-text: Κατὰ τὴν χθεσινὴν συνεδρίασιν ἀπεφασίσθη ἡ ὑποβολὴ ὑπομνήματος πρὸς τὸν ἁρμόδιον ὑπουργόν, διὰ τοῦ ὁποίου ζητεῖται ἡ ταχεῖα ἐπίλυσις τῶν ἐκκρεμούντων ζητημάτων τῆς τάξεως καὶ ἡ βελτίωσις τῶν ὅρων ἐργασίας. Ἐπίσης ἐξελέγη νέον διοικητικὸν συμβούλιον.: [766, 654, 951, 708]
- article-text: ΘΕΣΣΑΛΟΝΙΚΗ, 6.— Διάφορα τροχαῖα ἀτυχήματα συνέβησαν χθὲς εἰς τὴν πόλιν μας καὶ τὴν ὕπαιθρον, ἐκ τῶν ὁποίων ἐφονεύθησαν δύο πρόσωπα καὶ ἐτραυματίσθησαν πέντε. Αἱ ἀρχαὶ ἐνεργοῦν ἀνακρίσεις πρὸς διαπίστωσιν τῶν αἰτίων τῶν ἀτυχημάτων καὶ τῶν τυχὸν εὐθυνῶν τῶν ὁδηγῶν.: [1361, 493, 1568, 547]
- shoemakers-photo-image: [15, 1447, 356, 1615]
- divider: [371, 1445, 560, 1446]
- photo-caption: Οἱ ὑποδηματεργάται τῆς Θεσσαλονίκης, οἱ ὁποῖοι μετέσχον εἰς τὴν συνέλευσιν τοῦ σωματείου των.: [14, 1620, 357, 1640]
- two-column-text: [574, 641, 951, 723]
- divider: [965, 421, 1134, 422]
- headline-ika-pensions: ΣΥΝΕΚΡΟΤΗΘΗ ΣΥΣΚΕΨΙΣ ΑΡΜΟΔΙΩΝ ΠΑΡΑΓΟΝΤΩΝ ΕΠΙ ΤΗΣ ΑΝΑΠΡΟΣΑΡΜΟΓΗΣ ΤΩΝ ΣΥΝΤΑΞΕΩΝ ΤΟΥ ΙΚΑ: [1150, 961, 1564, 989]
- headline-athens-news: ΕΙΔΗΣΕΙΣ ΕΞ ΑΘΗΝΩΝ ΧΩΡΙΣ ΤΙΤΛΟΝ: [637, 1113, 888, 1128]
- photo-teachers: [1146, 44, 1568, 342]
- article-text: ΘΕΣΣΑΛΟΝΙΚΗ, 6.— Διάφορα τροχαῖα ἀτυχήματα συνέβησαν χθὲς εἰς τὴν πόλιν μας καὶ τὴν ὕπαιθρον, ἐκ τῶν ὁποίων ἐφονεύθησαν δύο πρόσωπα καὶ ἐτραυματίσθησαν πέντε. Αἱ ἀρχαὶ ἐνεργοῦν ἀνακρίσεις πρὸς διαπίστωσιν τῶν αἰτίων τῶν ἀτυχημάτων καὶ τῶν τυχὸν εὐθυνῶν τῶν ὁδηγῶν.: [371, 1550, 560, 1613]
- article-text: ΑΘΗΝΑΙ, 6.— Κατὰ τὰς ἐν Ἀθήναις πληροφορίας, ὁ στρατηγὸς ἀφίχθη χθὲς καὶ συνωμίλησε μετὰ τοῦ ὑπουργοῦ Ἐθνικῆς Ἀμύνης καὶ τοῦ ἀρχηγοῦ τοῦ Γενικοῦ Ἐπιτελείου. Αἱ συνομιλίαι ἀφεώρων τὸν ἐφοδιασμὸν τοῦ Ἑλληνικοῦ στρατοῦ μὲ περισσότερον συγχρονισμένα τεχνικὰ μέσα καὶ τὴν ἐνίσχυσιν τῶν ἀμυντικῶν δυνατοτήτων τῆς χώρας ἐντὸς τοῦ πλαισίου τῆς Συμμαχίας.: [371, 956, 560, 1028]
- divider: [574, 164, 951, 166]
- headline-elisabethville: Ο ΛΑΟΣ ΕΞΕΚΕΝΩΣΕ ΤΗΝ ΕΛΙΖΑΜΠΕΤΒΙΛ ΦΟΒΟΥΜΕΝΟΣ ΕΚΡΗΞΙΝ: [977, 992, 1121, 1029]
- two-column-text: [574, 1036, 951, 1102]
- provincial-news-columns: [14, 1150, 357, 1406]
- headline-serres-diplomas: ΑΠΟΝΟΜΗ ΠΤΥΧΙΩΝ ΕΙΣ ΣΠΟΥΔΑΣΤΑΣ ΤΩΝ ΣΕΡΡΩΝ: [55, 28, 316, 65]
- subhead-komotini: ΑΠΟ ΤΗΝ ΚΟΜΟΤΗΝΗ: [14, 1238, 110, 1248]
- article-text: Κατὰ τὴν χθεσινὴν συνεδρίασιν ἀπεφασίσθη ἡ ὑποβολὴ ὑπομνήματος πρὸς τὸν ἁρμόδιον ὑπουργόν, διὰ τοῦ ὁποίου ζητεῖται ἡ ταχεῖα ἐπίλυσις τῶν ἐκκρεμούντων ζητημάτων τῆς τάξεως καὶ ἡ βελτίωσις τῶν ὅρων ἐργασίας. Ἐπίσης ἐξελέγη νέον διοικητικὸν συμβούλιον.: [574, 1288, 758, 1343]
- article-text: ΑΘΗΝΑΙ, 6.— Ὁ ὑπουργὸς ἐργασίας ἐξέδωσεν ἀπόφασιν κατὰ τὴν ὁποίαν ἡ σειρὰ τοποθετήσεως τῶν ἀνέργων εἰς τὰ ἐργοστάσια θὰ καθορίζεται βάσει τοῦ χρόνου ἐγγραφῆς των εἰς τὰ κατὰ τόπους ὑποκαταστήματα τοῦ Ὀργανισμοῦ Ἀπασχολήσεως Ἐργατικοῦ Δυναμικοῦ. Ἡ ἀπόφασις αὕτη ἐλήφθη κατόπιν ἐπανειλημμένων διαμαρτυριῶν τῶν ἐργατικῶν σωματείων, τὰ ὁποῖα ἐζήτησαν ὅπως ἡ κατανομὴ τῶν θέσεων γίνεται μετὰ πλήρους δικαιοσύνης καὶ ἀμεροληψίας. Αἱ ἐπιχειρήσεις ὑποχρεοῦνται νὰ ἀνακοινώνουν τὰς κενὰς θέσεις εἰς τὰς ἁρμοδίας ὑπηρεσίας ἐντὸς προθεσμίας ὀκτὼ ἡμερῶν.: [766, 1372, 951, 1497]
- article-text: Κατὰ τὴν χθεσινὴν συνεδρίασιν ἀπεφασίσθη ἡ ὑποβολὴ ὑπομνήματος πρὸς τὸν ἁρμόδιον ὑπουργόν, διὰ τοῦ ὁποίου ζητεῖται ἡ ταχεῖα ἐπίλυσις τῶν ἐκκρεμούντων ζητημάτων τῆς τάξεως καὶ ἡ βελτίωσις τῶν ὅρων ἐργασίας. Ἐπίσης ἐξελέγη νέον διοικητικὸν συμβούλιον.: [1146, 875, 1353, 929]
- column-1: [14, 28, 357, 2294]
- article-text: ΘΕΣΣΑΛΟΝΙΚΗ, 6.— Διάφορα τροχαῖα ἀτυχήματα συνέβησαν χθὲς εἰς τὴν πόλιν μας καὶ τὴν ὕπαιθρον, ἐκ τῶν ὁποίων ἐφονεύθησαν δύο πρόσωπα καὶ ἐτραυματίσθησαν πέντε. Αἱ ἀρχαὶ ἐνεργοῦν ἀνακρίσεις πρὸς διαπίστωσιν τῶν αἰτίων τῶν ἀτυχημάτων καὶ τῶν τυχὸν εὐθυνῶν τῶν ὁδηγῶν.: [965, 279, 1134, 351]
- headline-manentis-sithonia: Ο κ. ΜΑΝΕΝΤΗΣ ΕΠΕΣΚΕΦΘΗ ΧΘΕΣ ΤΗΝ ΣΙΘΩΝΙΑΝ ΚΑΙ ΤΗΝ ΝΥΚΤΑ ΕΠΕΣΤΡΕΨΕΝ ΕΙΣ ΤΗΝ ΘΕΣΣΑΛΟΝΙΚΗΝ: [1154, 623, 1560, 653]
- article-text: ΑΘΗΝΑΙ, 6.— Ὁ ὑπουργὸς ἐργασίας ἐξέδωσεν ἀπόφασιν κατὰ τὴν ὁποίαν ἡ σειρὰ τοποθετήσεως τῶν ἀνέργων εἰς τὰ ἐργοστάσια θὰ καθορίζεται βάσει τοῦ χρόνου ἐγγραφῆς των εἰς τὰ κατὰ τόπους ὑποκαταστήματα τοῦ Ὀργανισμοῦ Ἀπασχολήσεως Ἐργατικοῦ Δυναμικοῦ. Ἡ ἀπόφασις αὕτη ἐλήφθη κατόπιν ἐπανειλημμένων διαμαρτυριῶν τῶν ἐργατικῶν σωματείων, τὰ ὁποῖα ἐζήτησαν ὅπως ἡ κατανομὴ τῶν θέσεων γίνεται μετὰ πλήρους δικαιοσύνης καὶ ἀμεροληψίας. Αἱ ἐπιχειρήσεις ὑποχρεοῦνται νὰ ἀνακοινώνουν τὰς κενὰς θέσεις εἰς τὰς ἁρμοδίας ὑπηρεσίας ἐντὸς προθεσμίας ὀκτὼ ἡμερῶν.: [1361, 712, 1568, 829]
- article-text: ΘΕΣΣΑΛΟΝΙΚΗ, 6.— Διάφορα τροχαῖα ἀτυχήματα συνέβησαν χθὲς εἰς τὴν πόλιν μας καὶ τὴν ὕπαιθρον, ἐκ τῶν ὁποίων ἐφονεύθησαν δύο πρόσωπα καὶ ἐτραυματίσθησαν πέντε. Αἱ ἀρχαὶ ἐνεργοῦν ἀνακρίσεις πρὸς διαπίστωσιν τῶν αἰτίων τῶν ἀτυχημάτων καὶ τῶν τυχὸν εὐθυνῶν τῶν ὁδηγῶν.: [965, 1442, 1134, 1514]
- two-column-text: [1146, 875, 1568, 950]
- factory-photo-image: [1147, 1242, 1567, 1498]
- headline-canada-expatriates: ΟΜΟΓΕΝΕΙΣ ΕΚ ΚΑΝΑΔΑ ΗΛΘΟΝ ΕΙΣ ΤΑΣ ΑΘΗΝΑΣ: [373, 1251, 558, 1275]
- divider: [965, 224, 1134, 225]
- headline-disability-allowance: ΑΥΞΑΝΕΤΑΙ ΑΠΟ ΤΟΥ ΙΟΥΛΙΟΥ ΤΟ ΕΠΙΔΟΜΑ ΑΝΙΚΑΝΟΤΗΤΟΣ ΤΩΝ ΒΑΡΕΙΑΣ ΑΝΑΠΗΡΙΑΣ ΣΥΝΤΑΞΙΟΥΧΩΝ ΤΟΥ ΔΗΜΟΣΙΟΥ: [36, 686, 334, 728]
- divider: [965, 1108, 1134, 1109]
- article-text: Κατὰ τὴν χθεσινὴν συνεδρίασιν ἀπεφασίσθη ἡ ὑποβολὴ ὑπομνήματος πρὸς τὸν ἁρμόδιον ὑπουργόν, διὰ τοῦ ὁποίου ζητεῖται ἡ ταχεῖα ἐπίλυσις τῶν ἐκκρεμούντων ζητημάτων τῆς τάξεως καὶ ἡ βελτίωσις τῶν ὅρων ἐργασίας. Ἐπίσης ἐξελέγη νέον διοικητικὸν συμβούλιον.: [14, 639, 357, 676]
- article-text: Κατὰ τὴν χθεσινὴν συνεδρίασιν ἀπεφασίσθη ἡ ὑποβολὴ ὑπομνήματος πρὸς τὸν ἁρμόδιον ὑπουργόν, διὰ τοῦ ὁποίου ζητεῖται ἡ ταχεῖα ἐπίλυσις τῶν ἐκκρεμούντων ζητημάτων τῆς τάξεως καὶ ἡ βελτίωσις τῶν ὅρων ἐργασίας. Ἐπίσης ἐξελέγη νέον διοικητικὸν συμβούλιον.: [1361, 992, 1568, 1047]
- article-text: ΑΘΗΝΑΙ, 6.— Ὁ ὑπουργὸς ἐργασίας ἐξέδωσεν ἀπόφασιν κατὰ τὴν ὁποίαν ἡ σειρὰ τοποθετήσεως τῶν ἀνέργων εἰς τὰ ἐργοστάσια θὰ καθορίζεται βάσει τοῦ χρόνου ἐγγραφῆς των εἰς τὰ κατὰ τόπους ὑποκαταστήματα τοῦ Ὀργανισμοῦ Ἀπασχολήσεως Ἐργατικοῦ Δυναμικοῦ. Ἡ ἀπόφασις αὕτη ἐλήφθη κατόπιν ἐπανειλημμένων διαμαρτυριῶν τῶν ἐργατικῶν σωματείων, τὰ ὁποῖα ἐζήτησαν ὅπως ἡ κατανομὴ τῶν θέσεων γίνεται μετὰ πλήρους δικαιοσύνης καὶ ἀμεροληψίας. Αἱ ἐπιχειρήσεις ὑποχρεοῦνται νὰ ἀνακοινώνουν τὰς κενὰς θέσεις εἰς τὰς ἁρμοδίας ὑπηρεσίας ἐντὸς προθεσμίας ὀκτὼ ἡμερῶν.: [371, 580, 560, 705]
- article-text: ΘΕΣΣΑΛΟΝΙΚΗ, 6.— Διάφορα τροχαῖα ἀτυχήματα συνέβησαν χθὲς εἰς τὴν πόλιν μας καὶ τὴν ὕπαιθρον, ἐκ τῶν ὁποίων ἐφονεύθησαν δύο πρόσωπα καὶ ἐτραυματίσθησαν πέντε. Αἱ ἀρχαὶ ἐνεργοῦν ἀνακρίσεις πρὸς διαπίστωσιν τῶν αἰτίων τῶν ἀτυχημάτων καὶ τῶν τυχὸν εὐθυνῶν τῶν ὁδηγῶν.: [574, 1036, 758, 1099]
- article-text: ΑΘΗΝΑΙ, 6.— Ὁ ὑπουργὸς ἐργασίας ἐξέδωσεν ἀπόφασιν κατὰ τὴν ὁποίαν ἡ σειρὰ τοποθετήσεως τῶν ἀνέργων εἰς τὰ ἐργοστάσια θὰ καθορίζεται βάσει τοῦ χρόνου ἐγγραφῆς των εἰς τὰ κατὰ τόπους ὑποκαταστήματα τοῦ Ὀργανισμοῦ Ἀπασχολήσεως Ἐργατικοῦ Δυναμικοῦ. Ἡ ἀπόφασις αὕτη ἐλήφθη κατόπιν ἐπανειλημμένων διαμαρτυριῶν τῶν ἐργατικῶν σωματείων, τὰ ὁποῖα ἐζήτησαν ὅπως ἡ κατανομὴ τῶν θέσεων γίνεται μετὰ πλήρους δικαιοσύνης καὶ ἀμεροληψίας. Αἱ ἐπιχειρήσεις ὑποχρεοῦνται νὰ ἀνακοινώνουν τὰς κενὰς θέσεις εἰς τὰς ἁρμοδίας ὑπηρεσίας ἐντὸς προθεσμίας ὀκτὼ ἡμερῶν.: [965, 77, 1134, 220]
- photo-factory-workers: [1146, 1241, 1568, 1499]
- headline-mother-daughter-burns: ΜΗΤΗΡ ΚΑΙ ΘΥΓΑΤΗΡ ΥΠΕΣΤΗΣΑΝ ΕΓΚΑΥΜΑΤΑ ΕΚ ΥΓΡΑΕΡΙΟΥ: [384, 826, 547, 862]
- divider: [371, 923, 560, 924]
- headline-german-factory: ΟΙ ΕΡΓΑΖΟΜΕΝΟΙ ΕΙΣ ΤΟ ΓΕΡΜΑΝΙΚΟΝ ΕΡΓΟΣΤΑΣΙΟΝ: [1176, 1222, 1539, 1238]
- article-text: ΑΘΗΝΑΙ, 6.— Ὁ ὑπουργὸς ἐργασίας ἐξέδωσεν ἀπόφασιν κατὰ τὴν ὁποίαν ἡ σειρὰ τοποθετήσεως τῶν ἀνέργων εἰς τὰ ἐργοστάσια θὰ καθορίζεται βάσει τοῦ χρόνου ἐγγραφῆς των εἰς τὰ κατὰ τόπους ὑποκαταστήματα τοῦ Ὀργανισμοῦ Ἀπασχολήσεως Ἐργατικοῦ Δυναμικοῦ. Ἡ ἀπόφασις αὕτη ἐλήφθη κατόπιν ἐπανειλημμένων διαμαρτυριῶν τῶν ἐργατικῶν σωματείων, τὰ ὁποῖα ἐζήτησαν ὅπως ἡ κατανομὴ τῶν θέσεων γίνεται μετὰ πλήρους δικαιοσύνης καὶ ἀμεροληψίας. Αἱ ἐπιχειρήσεις ὑποχρεοῦνται νὰ ἀνακοινώνουν τὰς κενὰς θέσεις εἰς τὰς ἁρμοδίας ὑπηρεσίας ἐντὸς προθεσμίας ὀκτὼ ἡμερῶν.: [1146, 1092, 1353, 1208]
- headline-yugoslavia-deadline: ΠΑΡΑΤΑΣΙΣ ΤΗΣ ΠΡΟΘΕΣΜΙΑΣ ΥΠΟΒΟΛΗΣ ΑΙΤΗΣΕΩΝ ΤΩΝ ΕΓΚΑΤΑΛΕΙΨΑΝΤΩΝ ΑΚΙΝΗΤΑ ΕΙΣ ΓΙΟΥΓΚΟΣΛΑΒΙΑΝ: [1160, 1060, 1554, 1089]
- headline-macmillan: ΑΓΡΙΑ ΑΠΟΔΟΚΙΜΑΣΙΑ ΕΙΣ ΒΑΡΟΣ ΤΟΥ ΜΑΚ ΜΙΛΛΑΝ ΚΑΙ ΤΟΥ ΟΥ ΦΑΝΤ: [965, 1113, 1134, 1149]
- article-text: Κατὰ τὴν χθεσινὴν συνεδρίασιν ἀπεφασίσθη ἡ ὑποβολὴ ὑπομνήματος πρὸς τὸν ἁρμόδιον ὑπουργόν, διὰ τοῦ ὁποίου ζητεῖται ἡ ταχεῖα ἐπίλυσις τῶν ἐκκρεμούντων ζητημάτων τῆς τάξεως καὶ ἡ βελτίωσις τῶν ὅρων ἐργασίας. Ἐπίσης ἐξελέγη νέον διοικητικὸν συμβούλιον.: [371, 864, 560, 918]
- article-text: Κατὰ τὴν χθεσινὴν συνεδρίασιν ἀπεφασίσθη ἡ ὑποβολὴ ὑπομνήματος πρὸς τὸν ἁρμόδιον ὑπουργόν, διὰ τοῦ ὁποίου ζητεῖται ἡ ταχεῖα ἐπίλυσις τῶν ἐκκρεμούντων ζητημάτων τῆς τάξεως καὶ ἡ βελτίωσις τῶν ὅρων ἐργασίας. Ἐπίσης ἐξελέγη νέον διοικητικὸν συμβούλιον.: [1146, 730, 1353, 784]
- subhead-kolindros: ΑΠΟ ΤΟΝ ΚΟΛΙΝΔΡΟΝ: [189, 1319, 287, 1329]
- article-text: ΘΕΣΣΑΛΟΝΙΚΗ, 6.— Διάφορα τροχαῖα ἀτυχήματα συνέβησαν χθὲς εἰς τὴν πόλιν μας καὶ τὴν ὕπαιθρον, ἐκ τῶν ὁποίων ἐφονεύθησαν δύο πρόσωπα καὶ ἐτραυματίσθησαν πέντε. Αἱ ἀρχαὶ ἐνεργοῦν ἀνακρίσεις πρὸς διαπίστωσιν τῶν αἰτίων τῶν ἀτυχημάτων καὶ τῶν τυχὸν εὐθυνῶν τῶν ὁδηγῶν.: [14, 1163, 181, 1235]
- headline-domestic-news: ΜΙΚΡΑΙ ΕΣΩΤΕΡΙΚΑΙ ΕΙΔΗΣΕΙΣ ΧΩΡΙΣ ΤΙΤΛΟΝ: [611, 1270, 913, 1285]
- article-text: ΑΘΗΝΑΙ, 6.— Ὁ ὑπουργὸς ἐργασίας ἐξέδωσεν ἀπόφασιν κατὰ τὴν ὁποίαν ἡ σειρὰ τοποθετήσεως τῶν ἀνέργων εἰς τὰ ἐργοστάσια θὰ καθορίζεται βάσει τοῦ χρόνου ἐγγραφῆς των εἰς τὰ κατὰ τόπους ὑποκαταστήματα τοῦ Ὀργανισμοῦ Ἀπασχολήσεως Ἐργατικοῦ Δυναμικοῦ. Ἡ ἀπόφασις αὕτη ἐλήφθη κατόπιν ἐπανειλημμένων διαμαρτυριῶν τῶν ἐργατικῶν σωματείων, τὰ ὁποῖα ἐζήτησαν ὅπως ἡ κατανομὴ τῶν θέσεων γίνεται μετὰ πλήρους δικαιοσύνης καὶ ἀμεροληψίας. Αἱ ἐπιχειρήσεις ὑποχρεοῦνται νὰ ἀνακοινώνουν τὰς κενὰς θέσεις εἰς τὰς ἁρμοδίας ὑπηρεσίας ἐντὸς προθεσμίας ὀκτὼ ἡμερῶν.: [965, 1263, 1134, 1406]
- divider: [371, 821, 560, 822]
- headline-katsikopoulos-school: ΟΙ ΕΙΣΑΓΟΜΕΝΟΙ ΕΙΣ ΤΗΝ ΣΧΟΛΗΝ ΚΑΤΣΙΚΟΠΟΥΛΟΥ: [583, 859, 942, 875]
- article-text: Κατὰ τὴν χθεσινὴν συνεδρίασιν ἀπεφασίσθη ἡ ὑποβολὴ ὑπομνήματος πρὸς τὸν ἁρμόδιον ὑπουργόν, διὰ τοῦ ὁποίου ζητεῖται ἡ ταχεῖα ἐπίλυσις τῶν ἐκκρεμούντων ζητημάτων τῆς τάξεως καὶ ἡ βελτίωσις τῶν ὅρων ἐργασίας. Ἐπίσης ἐξελέγη νέον διοικητικὸν συμβούλιον.: [371, 1075, 560, 1129]
- divider: [371, 1032, 560, 1033]
- divider: [574, 728, 951, 730]
- headline-municipal-protest: ΔΙΑΜΑΡΤΥΡΙΑ ΤΗΣ ΟΜΟΣΠΟΝΔΙΑΣ ΔΗΜΟΤΙΚΩΝ ΥΠΑΛΛΗΛΩΝ: [384, 1037, 547, 1073]
- headline-pentecostals: «ΠΙΣΤΟΙ ΤΗΣ ΠΕΝΤΗΚΟΣΤΗΣ» ΚΑΤΕΔΙΚΑΣΘΗΣΑΝ ΕΙΣ ΤΗΝ Σ. ΡΩΣΣΙΑΝ: [965, 1223, 1134, 1260]
- two-column-text: [574, 1288, 951, 1500]
- headline-metropolitans-charter: ΟΙ ΠΕΡΙΣΣΟΤΕΡΟΙ ΑΠΟ ΤΟΥΣ ΜΗΤΡΟΠΟΛΙΤΑΣ ΔΕΧΟΝΤΑΙ ΤΗΝ ΚΛΗΡΙΚΟΛΑΪΚΗΝ ΕΠΙΤΡΟΠΗΝ ΠΡΟΣ ΣΥΝΤΑΞΙΝ ΤΟΥ ΚΑΤΑΣΤΑΤΙΚΟΥ ΧΑΡΤΟΥ: [586, 353, 939, 397]
- article-text: Κατὰ τὴν χθεσινὴν συνεδρίασιν ἀπεφασίσθη ἡ ὑποβολὴ ὑπομνήματος πρὸς τὸν ἁρμόδιον ὑπουργόν, διὰ τοῦ ὁποίου ζητεῖται ἡ ταχεῖα ἐπίλυσις τῶν ἐκκρεμούντων ζητημάτων τῆς τάξεως καὶ ἡ βελτίωσις τῶν ὅρων ἐργασίας. Ἐπίσης ἐξελέγη νέον διοικητικὸν συμβούλιον.: [14, 1249, 181, 1312]
- divider: [574, 1012, 951, 1014]
- divider: [965, 559, 1134, 560]
- headline-underground-explosion: ΥΠΟΓΕΙΟΝ ΕΚΡΗΞΙΝ ΕΙΣ ΒΑΘΟΣ 650 ΠΟΔΩΝ ΕΠΡΑΓΜΑΤΟΠΟΙΗΣΑΝ ΑΙ ΗΝ. ΠΟΛΙΤΕΙΑΙ: [613, 28, 911, 55]
- article-text: Κατὰ τὴν χθεσινὴν συνεδρίασιν ἀπεφασίσθη ἡ ὑποβολὴ ὑπομνήματος πρὸς τὸν ἁρμόδιον ὑπουργόν, διὰ τοῦ ὁποίου ζητεῖται ἡ ταχεῖα ἐπίλυσις τῶν ἐκκρεμούντων ζητημάτων τῆς τάξεως καὶ ἡ βελτίωσις τῶν ὅρων ἐργασίας. Ἐπίσης ἐξελέγη νέον διοικητικὸν συμβούλιον.: [189, 1253, 357, 1316]
- article-text: Κατὰ τὴν χθεσινὴν συνεδρίασιν ἀπεφασίσθη ἡ ὑποβολὴ ὑπομνήματος πρὸς τὸν ἁρμόδιον ὑπουργόν, διὰ τοῦ ὁποίου ζητεῖται ἡ ταχεῖα ἐπίλυσις τῶν ἐκκρεμούντων ζητημάτων τῆς τάξεως καὶ ἡ βελτίωσις τῶν ὅρων ἐργασίας. Ἐπίσης ἐξελέγη νέον διοικητικὸν συμβούλιον.: [1146, 371, 1568, 399]
- divider: [965, 1410, 1134, 1411]
- headline-industries-45: ΤΟ 45% ΤΩΝ ΒΙΟΜΗΧΑΝΙΩΝ ΚΑΙ ΒΙΟΤΕΧΝΙΩΝ ΕΥΡΙΣΚΕΤΑΙ ΕΙΣ ΤΗΝ ΠΕΡΙΟΧΗΝ ΠΡΩΤΕΥΟΥΣΗΣ: [25, 861, 346, 890]
- article-text: ΘΕΣΣΑΛΟΝΙΚΗ, 6.— Διάφορα τροχαῖα ἀτυχήματα συνέβησαν χθὲς εἰς τὴν πόλιν μας καὶ τὴν ὕπαιθρον, ἐκ τῶν ὁποίων ἐφονεύθησαν δύο πρόσωπα καὶ ἐτραυματίσθησαν πέντε. Αἱ ἀρχαὶ ἐνεργοῦν ἀνακρίσεις πρὸς διαπίστωσιν τῶν αἰτίων τῶν ἀτυχημάτων καὶ τῶν τυχὸν εὐθυνῶν τῶν ὁδηγῶν.: [1146, 992, 1353, 1047]
- article-text: ΑΘΗΝΑΙ, 6.— Κατὰ τὰς ἐν Ἀθήναις πληροφορίας, ὁ στρατηγὸς ἀφίχθη χθὲς καὶ συνωμίλησε μετὰ τοῦ ὑπουργοῦ Ἐθνικῆς Ἀμύνης καὶ τοῦ ἀρχηγοῦ τοῦ Γενικοῦ Ἐπιτελείου. Αἱ συνομιλίαι ἀφεώρων τὸν ἐφοδιασμὸν τοῦ Ἑλληνικοῦ στρατοῦ μὲ περισσότερον συγχρονισμένα τεχνικὰ μέσα καὶ τὴν ἐνίσχυσιν τῶν ἀμυντικῶν δυνατοτήτων τῆς χώρας ἐντὸς τοῦ πλαισίου τῆς Συμμαχίας.: [766, 399, 951, 479]
- divider: [1146, 955, 1568, 957]
- divider: [371, 1246, 560, 1247]
- article-text: ΑΘΗΝΑΙ, 6.— Κατὰ τὰς ἐν Ἀθήναις πληροφορίας, ὁ στρατηγὸς ἀφίχθη χθὲς καὶ συνωμίλησε μετὰ τοῦ ὑπουργοῦ Ἐθνικῆς Ἀμύνης καὶ τοῦ ἀρχηγοῦ τοῦ Γενικοῦ Ἐπιτελείου. Αἱ συνομιλίαι ἀφεώρων τὸν ἐφοδιασμὸν τοῦ Ἑλληνικοῦ στρατοῦ μὲ περισσότερον συγχρονισμένα τεχνικὰ μέσα καὶ τὴν ἐνίσχυσιν τῶν ἀμυντικῶν δυνατοτήτων τῆς χώρας ἐντὸς τοῦ πλαισίου τῆς Συμμαχίας.: [1361, 875, 1568, 947]
- column-rule: [567, 28, 568, 2294]
- divider: [14, 1411, 357, 1413]
- divider: [14, 974, 357, 976]
- divider: [574, 1107, 951, 1109]
- photo-caption: Ἐν ἐπισήμῳ τελετῇ ἐγένετο ἡ ἐπίδοσις τῶν πτυχίων εἰς τοὺς τροφίμους ἀποφοίτους τῆς Ἐμπορικῆς Σχολῆς Σερρῶν. Εἰς τὴν εἰκόνα τῆς ἀπονομῆς τῶν πτυχίων, μετὰ τῶν καθηγητῶν καὶ τῆς ἐφορευτικῆς ἐπιτροπῆς τῆς σχολῆς.: [14, 464, 357, 494]
- photo-shoemakers: [14, 1446, 357, 1616]
- article-text: Κατὰ τὴν χθεσινὴν συνεδρίασιν ἀπεφασίσθη ἡ ὑποβολὴ ὑπομνήματος πρὸς τὸν ἁρμόδιον ὑπουργόν, διὰ τοῦ ὁποίου ζητεῖται ἡ ταχεῖα ἐπίλυσις τῶν ἐκκρεμούντων ζητημάτων τῆς τάξεως καὶ ἡ βελτίωσις τῶν ὅρων ἐργασίας. Ἐπίσης ἐξελέγη νέον διοικητικὸν συμβούλιον.: [574, 527, 758, 581]
- divider: [1146, 1054, 1568, 1056]
- subhead-florina: ΑΠΟ ΤΗΝ ΦΛΩΡΙΝΑΝ: [14, 1152, 106, 1162]
- divider: [965, 861, 1134, 862]
